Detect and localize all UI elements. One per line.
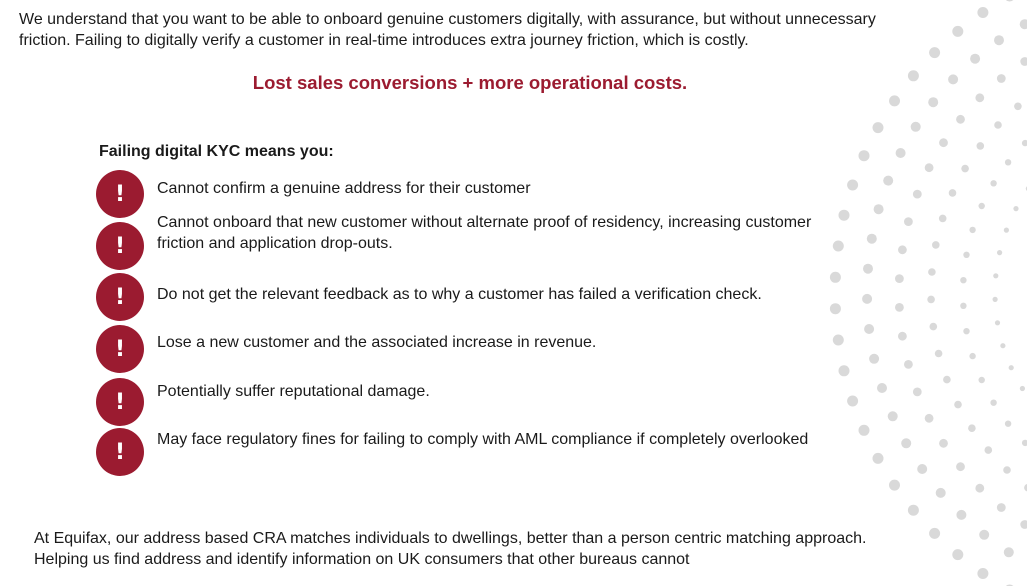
decorative-dot <box>859 150 870 161</box>
decorative-dot <box>990 180 996 186</box>
outro-paragraph: At Equifax, our address based CRA matches individuals to dwellings, better than a person centric matching approach. Helping us find address and identify information on UK consumers that other bureaus cannot <box>34 530 867 568</box>
decorative-dot <box>908 505 919 516</box>
decorative-dot <box>969 227 975 233</box>
decorative-dot <box>1014 103 1022 111</box>
decorative-dot-pattern <box>820 0 1027 586</box>
decorative-dot <box>901 438 911 448</box>
decorative-dot <box>994 35 1004 45</box>
decorative-dot <box>960 303 966 309</box>
decorative-dot <box>997 503 1006 512</box>
decorative-dot <box>1020 520 1027 529</box>
decorative-dot <box>932 241 940 249</box>
decorative-dot <box>930 323 938 331</box>
decorative-dot <box>928 97 938 107</box>
decorative-dot <box>888 411 898 421</box>
decorative-dot <box>913 388 922 397</box>
decorative-dot <box>993 297 998 302</box>
decorative-dot <box>979 530 989 540</box>
exclamation-icon: ! <box>96 222 144 270</box>
kyc-item-text: May face regulatory fines for failing to comply with AML compliance if completely overlooked <box>157 431 809 448</box>
decorative-dot <box>929 47 940 58</box>
decorative-dot <box>990 400 996 406</box>
decorative-dot <box>1005 421 1011 427</box>
decorative-dot <box>1004 547 1014 557</box>
decorative-dot <box>963 328 969 334</box>
decorative-dot <box>869 354 879 364</box>
decorative-dot <box>898 245 907 254</box>
decorative-dot <box>952 549 963 560</box>
decorative-dot <box>1020 386 1025 391</box>
decorative-dot <box>977 7 988 18</box>
decorative-dot <box>847 396 858 407</box>
decorative-dot <box>985 446 993 454</box>
decorative-dot <box>896 148 906 158</box>
decorative-dot <box>929 528 940 539</box>
decorative-dot <box>904 217 913 226</box>
decorative-dot <box>952 26 963 37</box>
decorative-dot <box>960 277 966 283</box>
decorative-dot <box>873 122 884 133</box>
decorative-dot <box>1022 440 1027 446</box>
decorative-dot <box>830 303 841 314</box>
decorative-dot <box>961 165 969 173</box>
decorative-dot <box>1003 466 1011 474</box>
exclamation-icon: ! <box>96 378 144 426</box>
kyc-item-text: Cannot onboard that new customer without alternate proof of residency, increasing customer friction and application drop-outs. <box>157 214 812 252</box>
decorative-dot <box>935 350 943 358</box>
decorative-dot <box>839 210 850 221</box>
decorative-dot <box>954 401 962 409</box>
decorative-dot <box>883 176 893 186</box>
kyc-item-text: Do not get the relevant feedback as to why a customer has failed a verification check. <box>157 286 762 303</box>
intro-paragraph: We understand that you want to be able to onboard genuine customers digitally, with assurance, but without unnecessary friction. Failing to digitally verify a customer in real-time introduces extra journey friction, which is costly. <box>19 11 876 49</box>
decorative-dot <box>833 241 844 252</box>
decorative-dot <box>995 320 1000 325</box>
decorative-dot <box>839 365 850 376</box>
decorative-dot <box>963 252 969 258</box>
decorative-dot <box>1020 57 1027 66</box>
decorative-dot <box>949 189 957 197</box>
decorative-dot <box>977 568 988 579</box>
decorative-dot <box>877 383 887 393</box>
decorative-dot <box>917 464 927 474</box>
decorative-dot <box>928 268 936 276</box>
decorative-dot <box>1020 19 1027 29</box>
decorative-dot <box>889 95 900 106</box>
decorative-dot <box>895 303 904 312</box>
decorative-dot <box>889 480 900 491</box>
decorative-dot <box>975 484 984 493</box>
decorative-dot <box>1004 0 1015 2</box>
decorative-dot <box>969 353 975 359</box>
decorative-dot <box>895 274 904 283</box>
decorative-dot <box>1009 365 1014 370</box>
decorative-dot <box>862 294 872 304</box>
decorative-dot <box>911 122 921 132</box>
decorative-dot <box>847 180 858 191</box>
decorative-dot <box>956 510 966 520</box>
decorative-dot <box>979 203 985 209</box>
exclamation-icon: ! <box>96 325 144 373</box>
decorative-dot <box>830 272 841 283</box>
exclamation-icon: ! <box>96 170 144 218</box>
decorative-dot <box>968 424 976 432</box>
decorative-dot <box>948 74 958 84</box>
decorative-dot <box>994 121 1002 129</box>
headline: Lost sales conversions + more operational costs. <box>252 72 688 93</box>
decorative-dot <box>1000 343 1005 348</box>
decorative-dot <box>997 74 1006 83</box>
decorative-dot <box>956 115 965 124</box>
decorative-dot <box>863 264 873 274</box>
decorative-dot <box>874 204 884 214</box>
decorative-dot <box>997 250 1002 255</box>
exclamation-icon: ! <box>96 273 144 321</box>
decorative-dot <box>913 190 922 199</box>
kyc-item-text: Potentially suffer reputational damage. <box>157 383 430 400</box>
decorative-dot <box>833 335 844 346</box>
decorative-dot <box>975 93 984 102</box>
decorative-dot <box>943 376 951 384</box>
decorative-dot <box>908 70 919 81</box>
decorative-dot <box>970 54 980 64</box>
decorative-dot <box>939 138 948 147</box>
decorative-dot <box>936 488 946 498</box>
kyc-item-text: Cannot confirm a genuine address for their customer <box>157 180 531 197</box>
decorative-dot <box>977 142 985 150</box>
kyc-list-title: Failing digital KYC means you: <box>99 143 334 160</box>
decorative-dot <box>873 453 884 464</box>
decorative-dot <box>1013 206 1018 211</box>
decorative-dot <box>993 273 998 278</box>
decorative-dot <box>939 215 947 223</box>
kyc-item-text: Lose a new customer and the associated increase in revenue. <box>157 334 597 351</box>
exclamation-icon: ! <box>96 428 144 476</box>
decorative-dot <box>867 234 877 244</box>
decorative-dot <box>925 163 934 172</box>
decorative-dot <box>1004 228 1009 233</box>
decorative-dot <box>927 296 935 304</box>
decorative-dot <box>925 414 934 423</box>
decorative-dot <box>898 332 907 341</box>
decorative-dot <box>859 425 870 436</box>
decorative-dot <box>956 462 965 471</box>
decorative-dot <box>939 439 948 448</box>
decorative-dot <box>979 377 985 383</box>
decorative-dot <box>1005 159 1011 165</box>
decorative-dot <box>904 360 913 369</box>
decorative-dot <box>864 324 874 334</box>
decorative-dot <box>1022 140 1027 146</box>
